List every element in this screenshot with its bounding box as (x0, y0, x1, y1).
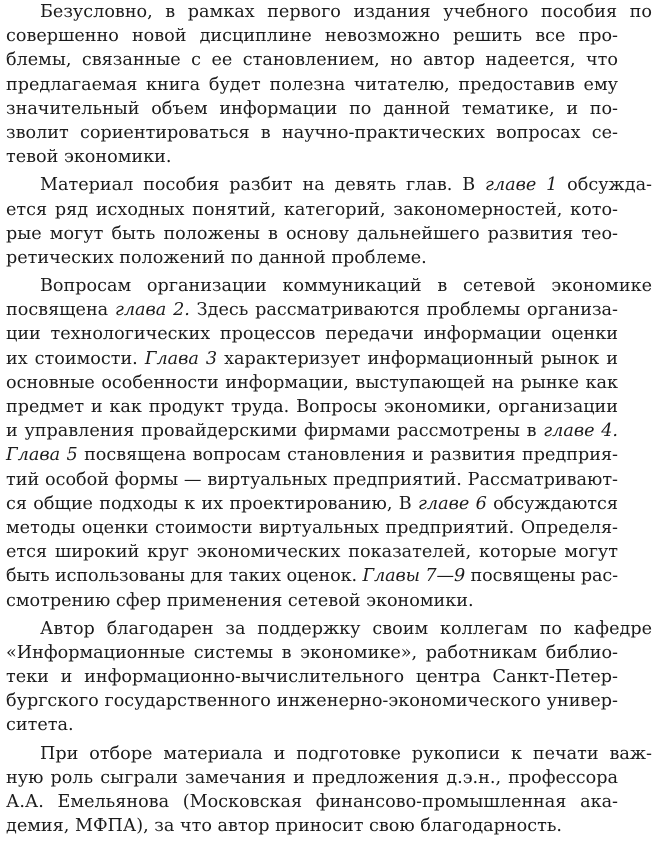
paragraph (6, 274, 652, 613)
text-line (6, 198, 618, 222)
text-run: ется ряд исходных понятий, категорий, закономерностей, кото- (6, 199, 618, 220)
chapter-reference: главе 4. (543, 421, 618, 442)
text-line (6, 443, 618, 467)
text-line (6, 145, 618, 169)
text-run: зволит сориентироваться в научно-практических вопросах се- (6, 122, 618, 143)
text-line (6, 589, 618, 613)
text-run: и управления провайдерскими фирмами рассмотрены в (6, 421, 544, 442)
text-run: основные особенности информации, выступающей на рынке как (6, 372, 618, 393)
text-run: ную роль сыграли замечания и предложения д.э.н., профессора (6, 767, 618, 788)
text-line (6, 468, 618, 492)
text-run: методы оценки стоимости виртуальных предприятий. Определя- (6, 517, 618, 538)
text-line (6, 0, 652, 24)
text-run: их стоимости. (6, 348, 145, 369)
text-run: Вопросам организации коммуникаций в сетевой экономике (40, 276, 652, 297)
text-line (6, 564, 618, 588)
text-run: обсужда- (557, 175, 652, 196)
text-run: совершенно новой дисциплине невозможно решить все про- (6, 26, 618, 47)
text-run: характеризует информационный рынок и (217, 348, 618, 369)
text-line (6, 766, 618, 790)
text-line (6, 222, 618, 246)
paragraph (6, 0, 652, 169)
text-run: тий особой формы — виртуальных предприятий. Рассматривают- (6, 469, 618, 490)
text-line (6, 48, 618, 72)
text-run: Автор благодарен за поддержку своим коллегам по кафедре (40, 618, 652, 639)
text-line (6, 347, 618, 371)
chapter-reference: Главы 7—9 (362, 566, 466, 587)
text-line (6, 97, 618, 121)
document-page (6, 0, 652, 842)
text-run: ции технологических процессов передачи информации оценки (6, 324, 618, 345)
text-line (6, 814, 618, 838)
text-line (6, 121, 618, 145)
chapter-reference: Глава 5 (6, 445, 78, 466)
text-run: смотрению сфер применения сетевой экономики. (6, 590, 474, 611)
text-run: быть использованы для таких оценок. (6, 566, 363, 587)
text-line (6, 298, 618, 322)
text-run: демия, МФПА), за что автор приносит свою благодарность. (6, 816, 563, 837)
text-line (6, 395, 618, 419)
text-run: посвящена вопросам становления и развития предприя- (77, 445, 618, 466)
text-run: Здесь рассматриваются проблемы организа- (189, 300, 618, 321)
text-run: тевой экономики. (6, 147, 172, 168)
text-run: «Информационные системы в экономике», работникам библио- (6, 642, 618, 663)
text-run: значительный объем информации по данной тематике, и по- (6, 98, 618, 119)
document-body (6, 0, 652, 838)
paragraph (6, 173, 652, 270)
paragraph (6, 617, 652, 738)
text-line (6, 540, 618, 564)
text-line (6, 274, 652, 298)
text-run: ситета. (6, 715, 74, 736)
text-line (6, 641, 618, 665)
text-line (6, 73, 618, 97)
text-line (6, 617, 652, 641)
text-line (6, 419, 618, 443)
chapter-reference: главе 1 (485, 175, 558, 196)
text-line (6, 689, 618, 713)
text-run: бургского государственного инженерно-экономического универ- (6, 691, 618, 712)
text-line (6, 173, 652, 197)
text-run: А.А. Емельянова (Московская финансово-промышленная ака- (6, 792, 618, 812)
text-run: ется широкий круг экономических показателей, которые могут (6, 542, 618, 563)
text-line (6, 322, 618, 346)
text-line (6, 665, 618, 689)
text-run: предмет и как продукт труда. Вопросы экономики, организации (6, 397, 618, 417)
text-run: теки и информационно-вычислительного центра Санкт-Петер- (6, 667, 618, 688)
text-run: предлагаемая книга будет полезна читателю, предоставив ему (6, 74, 618, 95)
text-line (6, 246, 618, 270)
text-run: обсуждаются (486, 493, 618, 514)
text-line (6, 371, 618, 395)
text-run: При отборе материала и подготовке рукописи к печати важ- (40, 743, 652, 764)
text-line (6, 516, 618, 540)
text-run: посвящены рас- (465, 566, 618, 587)
text-run: блемы, связанные с ее становлением, но автор надеется, что (6, 50, 618, 71)
chapter-reference: Глава 3 (144, 348, 218, 369)
paragraph (6, 742, 652, 839)
text-run: Безусловно, в рамках первого издания учебного пособия по (40, 2, 652, 22)
text-run: ретических положений по данной проблеме. (6, 247, 427, 268)
text-run: ся общие подходы к их проектированию, В (6, 493, 419, 514)
text-line (6, 492, 618, 516)
text-line (6, 790, 618, 814)
text-line (6, 742, 652, 766)
text-run: посвящена (6, 300, 115, 321)
text-line (6, 713, 618, 737)
text-line (6, 24, 618, 48)
text-run: рые могут быть положены в основу дальнейшего развития тео- (6, 223, 618, 244)
chapter-reference: глава 2. (114, 300, 190, 321)
chapter-reference: главе 6 (418, 493, 487, 514)
text-run: Материал пособия разбит на девять глав. В (40, 175, 485, 196)
